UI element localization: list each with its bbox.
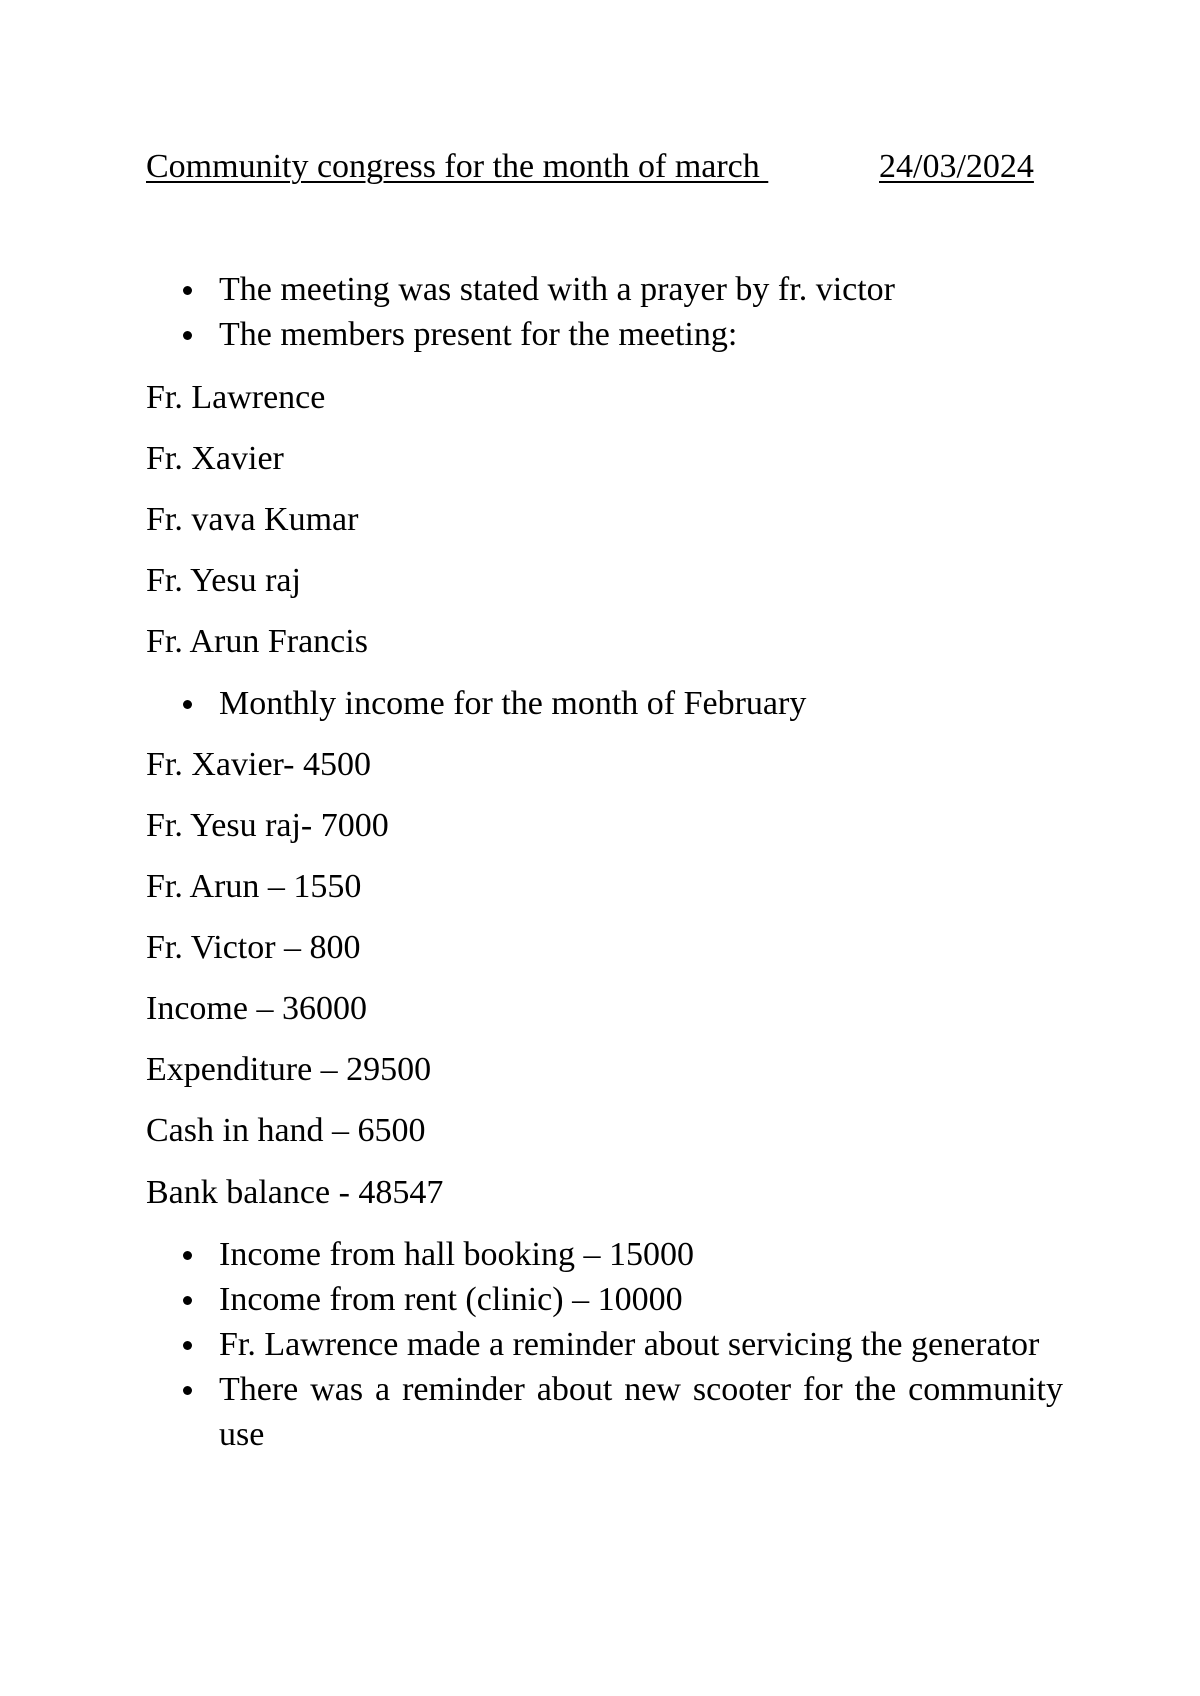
income-total: Income – 36000 [146,990,367,1027]
expenditure-total: Expenditure – 29500 [146,1051,432,1088]
bank-balance: Bank balance - 48547 [146,1174,444,1211]
bullet-icon [183,1341,192,1350]
list-item [183,1367,1063,1457]
hall-booking-income: Income from hall booking – 15000 [219,1236,694,1273]
member-name: Fr. Yesu raj [146,562,301,599]
list-item [183,681,1063,726]
list-item [183,312,1063,357]
member-name: Fr. Arun Francis [146,623,368,660]
generator-reminder: Fr. Lawrence made a reminder about servicing the generator [219,1326,1040,1363]
list-item [183,267,1063,312]
contribution-line: Fr. Xavier- 4500 [146,746,372,783]
cash-in-hand: Cash in hand – 6500 [146,1112,426,1149]
list-item [183,1322,1063,1367]
members-present-text: The members present for the meeting: [219,316,738,353]
bullet-icon [183,700,192,709]
contribution-line: Fr. Yesu raj- 7000 [146,807,389,844]
bullet-icon [183,1296,192,1305]
opening-prayer-text: The meeting was stated with a prayer by fr. victor [219,271,895,308]
title-row [146,148,1066,192]
page-title: Community congress for the month of march [146,148,769,185]
bullet-icon [183,286,192,295]
member-name: Fr. Xavier [146,440,284,477]
contribution-line: Fr. Arun – 1550 [146,868,362,905]
meeting-date: 24/03/2024 [879,148,1034,185]
list-item [183,1277,1063,1322]
bullet-icon [183,1251,192,1260]
scooter-reminder: There was a reminder about new scooter for the community use [219,1371,1063,1453]
closing-points-list [183,1232,1063,1457]
contribution-line: Fr. Victor – 800 [146,929,361,966]
bullet-icon [183,1386,192,1395]
rent-income: Income from rent (clinic) – 10000 [219,1281,683,1318]
member-name: Fr. vava Kumar [146,501,359,538]
bullet-icon [183,331,192,340]
member-name: Fr. Lawrence [146,379,326,416]
list-item [183,1232,1063,1277]
income-heading-text: Monthly income for the month of February [219,685,807,722]
opening-points-list [183,267,1063,357]
income-heading-list [183,681,1063,726]
